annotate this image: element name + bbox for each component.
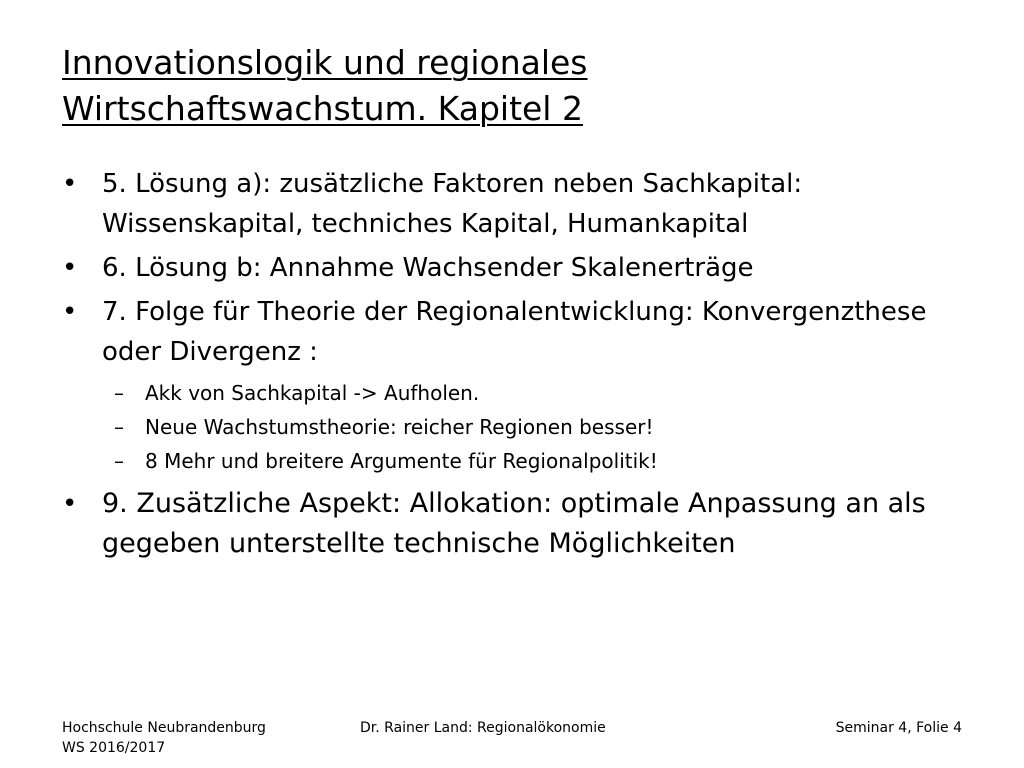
- bullet-list: [62, 164, 992, 568]
- bullet-text: 5. Lösung a): zusätzliche Faktoren neben Sachkapital: Wissenskapital, techniches Kapital, Humankapital: [102, 169, 803, 239]
- dash-icon: –: [114, 449, 124, 473]
- slide-title-line-1: Innovationslogik und regionales: [62, 43, 588, 82]
- footer-slide-number: Seminar 4, Folie 4: [835, 720, 962, 736]
- bullet-item-5: [62, 164, 992, 244]
- bullet-icon: •: [62, 169, 78, 199]
- sub-bullet-text: Neue Wachstumstheorie: reicher Regionen besser!: [145, 415, 654, 439]
- slide-footer: [62, 718, 962, 762]
- bullet-icon: •: [62, 489, 78, 519]
- sub-bullet-item: [62, 410, 992, 444]
- slide-title-line-2: Wirtschaftswachstum. Kapitel 2: [62, 89, 583, 128]
- sub-bullet-item: [62, 444, 992, 478]
- sub-bullet-text: Akk von Sachkapital -> Aufholen.: [145, 381, 480, 405]
- dash-icon: –: [114, 415, 124, 439]
- dash-icon: –: [114, 381, 124, 405]
- bullet-text: 7. Folge für Theorie der Regionalentwicklung: Konvergenzthese oder Divergenz :: [102, 297, 927, 367]
- bullet-item-7: [62, 292, 992, 372]
- bullet-icon: •: [62, 297, 78, 327]
- footer-semester: WS 2016/2017: [62, 740, 166, 756]
- bullet-text: 6. Lösung b: Annahme Wachsender Skalenerträge: [102, 253, 754, 283]
- sub-bullet-list: [62, 376, 992, 478]
- bullet-item-9: [62, 484, 992, 564]
- bullet-item-6: [62, 248, 992, 288]
- footer-university: Hochschule Neubrandenburg: [62, 720, 266, 736]
- bullet-icon: •: [62, 253, 78, 283]
- slide-title: [62, 40, 962, 132]
- footer-author: Dr. Rainer Land: Regionalökonomie: [360, 720, 606, 736]
- footer-institution: [62, 718, 266, 758]
- sub-bullet-text: 8 Mehr und breitere Argumente für Regionalpolitik!: [145, 449, 658, 473]
- sub-bullet-item: [62, 376, 992, 410]
- bullet-text: 9. Zusätzliche Aspekt: Allokation: optimale Anpassung an als gegeben unterstellte technische Möglichkeiten: [102, 488, 926, 559]
